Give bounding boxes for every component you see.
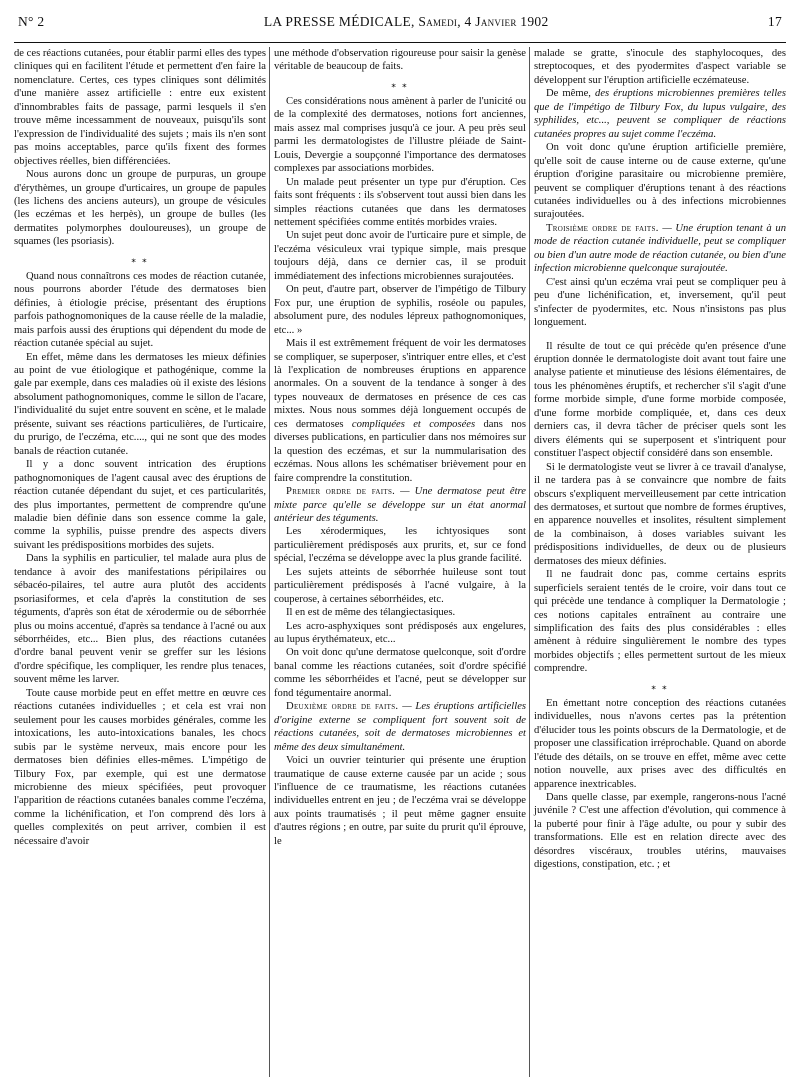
italic-run: — Les éruptions artificielles d'origine externe se compliquent fort souvent soit de réactions cutanées, soit de dermatoses microbiennes et même des deux simultanément. <box>274 701 527 753</box>
text-columns <box>6 43 794 1077</box>
paragraph: On peut, d'autre part, observer de l'impétigo de Tilbury Fox pur, une éruption de syphilis, roséole ou papules, absolument pure, des nodules lépreux pathognomoniques, etc... » <box>274 284 526 336</box>
paragraph: Si le dermatologiste veut se livrer à ce travail d'analyse, il ne tardera pas à se convaincre que nombre de faits obscurs s'expliquent merveilleusement par cette intrication des dermatoses, et surtout que nombre de formes éruptives, en apparence nouvelles et insolites, résultent simplement de la combinaison, à doses variables suivant les prédispositions individuelles, de deux ou de plusieurs dermatoses des mieux définies. <box>534 461 786 567</box>
paragraph: malade se gratte, s'inocule des staphylocoques, des streptocoques, et des pyodermites d'aspect variable se développent sur l'éruption artificielle eczémateuse. <box>534 48 786 86</box>
paragraph: Les xérodermiques, les ichtyosiques sont particulièrement prédisposés aux prurits, et, sur ce fond spécial, l'eczéma se développe avec la plus grande facilité. <box>274 526 526 565</box>
paragraph: On voit donc qu'une dermatose quelconque, soit d'ordre banal comme les réactions cutanées, soit d'ordre spécifié comme les séborrhéides et l'acné, peut se développer sur fond tégumentaire anormal. <box>274 647 526 699</box>
section-separator: ⁎ ⁎ <box>391 78 409 89</box>
section-separator: ⁎ ⁎ <box>651 680 669 691</box>
paragraph: Toute cause morbide peut en effet mettre en œuvre ces réactions cutanées individuelles ; et cela est vrai non seulement pour les causes morbides générales, comme les intoxications, les auto-intoxications banales, les chocs subis par le système nerveux, mais encore pour les dermatoses bien définies elles-mêmes. L'impétigo de Tilbury Fox, par exemple, qui est une dermatose microbienne des mieux spécifiées, peut provoquer l'apparition de réactions cutanées banales comme l'eczéma, comme la lichénification, et l'on comprend dès lors à quelles complexités on peut arriver, combien il est nécessaire d'avoir <box>14 687 266 847</box>
paragraph: On voit donc qu'une éruption artificielle première, qu'elle soit de cause interne ou de cause externe, qu'une éruption d'origine parasitaire ou microbienne première, peuvent se compliquer d'éruptions tenant à des réactions cutanées individuelles ou à des infections microbiennes surajoutées. <box>534 142 786 221</box>
paragraph: Un sujet peut donc avoir de l'urticaire pure et simple, de l'eczéma vésiculeux vrai typique simple, mais presque toujours déjà, dans ce dernier cas, il se produit immédiatement des infections microbiennes surajoutées. <box>274 230 526 282</box>
section-separator: ⁎ ⁎ <box>131 253 149 264</box>
paragraph: Voici un ouvrier teinturier qui présente une éruption traumatique de cause externe causée par un acide ; sous l'influence de ce traumatisme, les réactions cutanées individuelles entrent en jeu ; de l'eczéma vrai se développe aux points traumatisés ; il peut même gagner ensuite d'autres régions ; en outre, par suite du prurit qu'il éprouve, le <box>274 755 526 847</box>
column-2 <box>274 47 526 1077</box>
paragraph: Les acro-asphyxiques sont prédisposés aux engelures, au lupus érythémateux, etc... <box>274 620 526 646</box>
spacer <box>534 330 786 340</box>
issue-number: N° 2 <box>18 14 45 29</box>
paragraph <box>534 222 786 276</box>
paragraph <box>274 485 526 525</box>
paragraph: Il en est de même des télangiectasiques. <box>286 607 456 619</box>
paragraph: En effet, même dans les dermatoses les mieux définies au point de vue étiologique et pathogénique, comme la gale par exemple, dans ces maladies où il existe des lésions absolument pathognomoniques, comme le sillon de l'acare, l'individualité du sujet entre souvent en scène, et le malade présente, suivant ses réactions particulières, de l'urticaire, du prurigo, de l'eczéma, etc...., qui ne sont que des modes banals de réaction cutanée. <box>14 351 266 457</box>
paragraph: Dans quelle classe, par exemple, rangerons-nous l'acné juvénile ? C'est une affection d'évolution, qui commence à la puberté pour finir à l'âge adulte, ou pour y subir des transformations. Elle est en relation directe avec des désordres viscéraux, troubles utérins, mauvaises digestions, constipation, etc. ; et <box>534 792 786 871</box>
order-heading: Troisième ordre de faits. <box>546 222 659 234</box>
order-heading: Deuxième ordre de faits. <box>286 701 399 713</box>
paragraph: Il ne faudrait donc pas, comme certains esprits superficiels seraient tentés de le croire, voir dans tout ce qui précède une tendance à compliquer la Dermatologie ; ces notions capitales entraînent au contraire une simplification des faits des plus considérables : elles amènent à réduire singulièrement le nombre des types morbides objectifs ; elles permettent surtout de les mieux comprendre. <box>534 569 786 675</box>
paragraph: Il y a donc souvent intrication des éruptions pathognomoniques de l'agent causal avec des éruptions de réaction cutanée dépendant du sujet, et ces particularités, des plus importantes, permettent de comprendre qu'une maladie bien définie dans son essence comme la gale, comme la syphilis, puisse prendre des aspects divers suivant les prédispositions morbides des sujets. <box>14 459 266 551</box>
paragraph: Quand nous connaîtrons ces modes de réaction cutanée, nous pourrons aborder l'étude des dermatoses bien définies, à étiologie précise, présentant des éruptions parfois pathognomoniques de la cause réelle de la maladie, mais parfois aussi des éruptions qui dépendent du mode de réaction cutanée spécial au sujet. <box>14 270 266 350</box>
paragraph: Un malade peut présenter un type pur d'éruption. Ces faits sont fréquents : ils s'observent tout aussi bien dans les simples réactions cutanées que dans les dermatoses nettement spécifiées comme entités morbides vraies. <box>274 176 526 228</box>
journal-title: LA PRESSE MÉDICALE, Samedi, 4 Janvier 1902 <box>263 14 549 29</box>
text-run: De même, <box>546 88 591 100</box>
paragraph <box>274 700 526 754</box>
italic-run: — Une dermatose peut être mixte parce qu'elle se développe sur un état anormal antérieur des téguments. <box>274 486 526 524</box>
paragraph: Nous aurons donc un groupe de purpuras, un groupe d'érythèmes, un groupe d'urticaires, un groupe de papules (les lichens des anciens auteurs), un groupe de vésicules (les eczémas et les herpès), un groupe de bulles (les dermatites polymorphes douloureuses), un groupe de squames (les psoriasis). <box>14 169 266 248</box>
text-run: dans nos diverses publications, en particulier dans nos mémoires sur la question des eczémas, et sur la nummularisation des eczémas. Nous allons les schématiser brièvement pour en faire comprendre la constitution. <box>274 418 526 484</box>
paragraph: Ces considérations nous amènent à parler de l'unicité ou de la complexité des dermatoses, notions fort anciennes, mais assez mal comprises jusqu'à ce jour. A peu près seul parmi les dermatologistes de l'illustre pléiade de Saint-Louis, Devergie a soupçonné l'importance des dermatoses complexes par associations morbides. <box>274 95 526 175</box>
paragraph: de ces réactions cutanées, pour établir parmi elles des types cliniques qui en facilitent l'étude et permettent d'en faire la nomenclature. Certes, ces types cliniques sont délimités d'une manière assez artificielle : entre eux existent d'innombrables faits de passage, parmi lesquels il s'en trouve même incessamment de nouveaux, puisqu'ils sont l'expression de l'individualité des sujets ; mais ils n'en sont pas moins acceptables, parce qu'ils fixent des formes objectives réelles, bien différenciées. <box>14 48 266 167</box>
paragraph: Les sujets atteints de séborrhée huileuse sont tout particulièrement prédisposés à l'acné vulgaire, à la couperose, à certaines séborrhéides, etc. <box>274 566 526 605</box>
italic-run: des éruptions microbiennes premières telles que de l'impétigo de Tilbury Fox, du lupus vulgaire, des syphilides, etc..., peuvent se compliquer de réactions cutanées propres au sujet comme l'eczéma. <box>534 88 786 140</box>
paragraph <box>534 87 786 141</box>
column-1 <box>14 47 266 1077</box>
column-3 <box>534 47 786 1077</box>
paragraph: une méthode d'observation rigoureuse pour saisir la genèse véritable de beaucoup de faits. <box>274 48 526 73</box>
text-run: Mais il est extrêmement fréquent de voir les dermatoses se compliquer, se superposer, s'intriquer entre elles, et c'est là l'explication de nombreuses éruptions en apparence anormales. On a souvent de la tendance à songer à des types nouveaux de dermatoses en présence de ces cas mixtes. Nous nous sommes déjà longuement occupés de ces dermatoses <box>274 338 526 430</box>
paragraph: C'est ainsi qu'un eczéma vrai peut se compliquer peu à peu d'une lichénification, et, inversement, qu'il peut s'infecter de pyodermites, etc. Nous n'insistons pas plus longuement. <box>534 276 786 329</box>
italic-run: compliquées et composées <box>351 418 476 430</box>
order-heading: Premier ordre de faits. <box>286 486 396 498</box>
italic-run: — Une éruption tenant à un mode de réaction cutanée individuelle, peut se compliquer ou bien d'un autre mode de réaction cutanée, ou bien d'une infection microbienne quelconque surajoutée. <box>534 222 786 275</box>
paragraph: En émettant notre conception des réactions cutanées individuelles, nous n'avons certes pas la prétention d'élucider tous les points obscurs de la Dermatologie, et de proposer une classification irréprochable. Quand on aborde l'étude des détails, on se trouve en effet, même avec cette notion nouvelle, aux prises avec des difficultés en apparence inextricables. <box>534 697 786 790</box>
page-number: 17 <box>767 14 782 29</box>
page-header <box>6 6 794 42</box>
paragraph <box>274 337 526 485</box>
paragraph: Il résulte de tout ce qui précède qu'en présence d'une éruption donnée le dermatologiste doit avant tout faire une analyse patiente et minutieuse des lésions élémentaires, de tous les phénomènes éruptifs, et rechercher s'il s'agit d'une forme morbide simple, d'une forme morbide composée, d'une forme morbide compliquée, et, dans ces deux derniers cas, il devra tâcher de préciser quels sont les divers éléments qui se superposent et s'intriquent pour constituer l'aspect objectif considéré dans son ensemble. <box>534 340 786 460</box>
paragraph: Dans la syphilis en particulier, tel malade aura plus de tendance à avoir des manifestations péripilaires ou sébacéo-pilaires, tel autre aura plutôt des accidents psoriasiformes, et cela d'après la constitution de ses téguments, d'après son état de xérodermie ou de séborrhée plus ou moins accentué, d'après sa tendance à l'acné ou aux séborrhéides, etc... Bien plus, des réactions cutanées d'ordre banal peuvent venir se greffer sur les lésions d'ordre spécifique, les compliquer, les rendre plus tenaces, souvent même les larver. <box>14 553 266 686</box>
